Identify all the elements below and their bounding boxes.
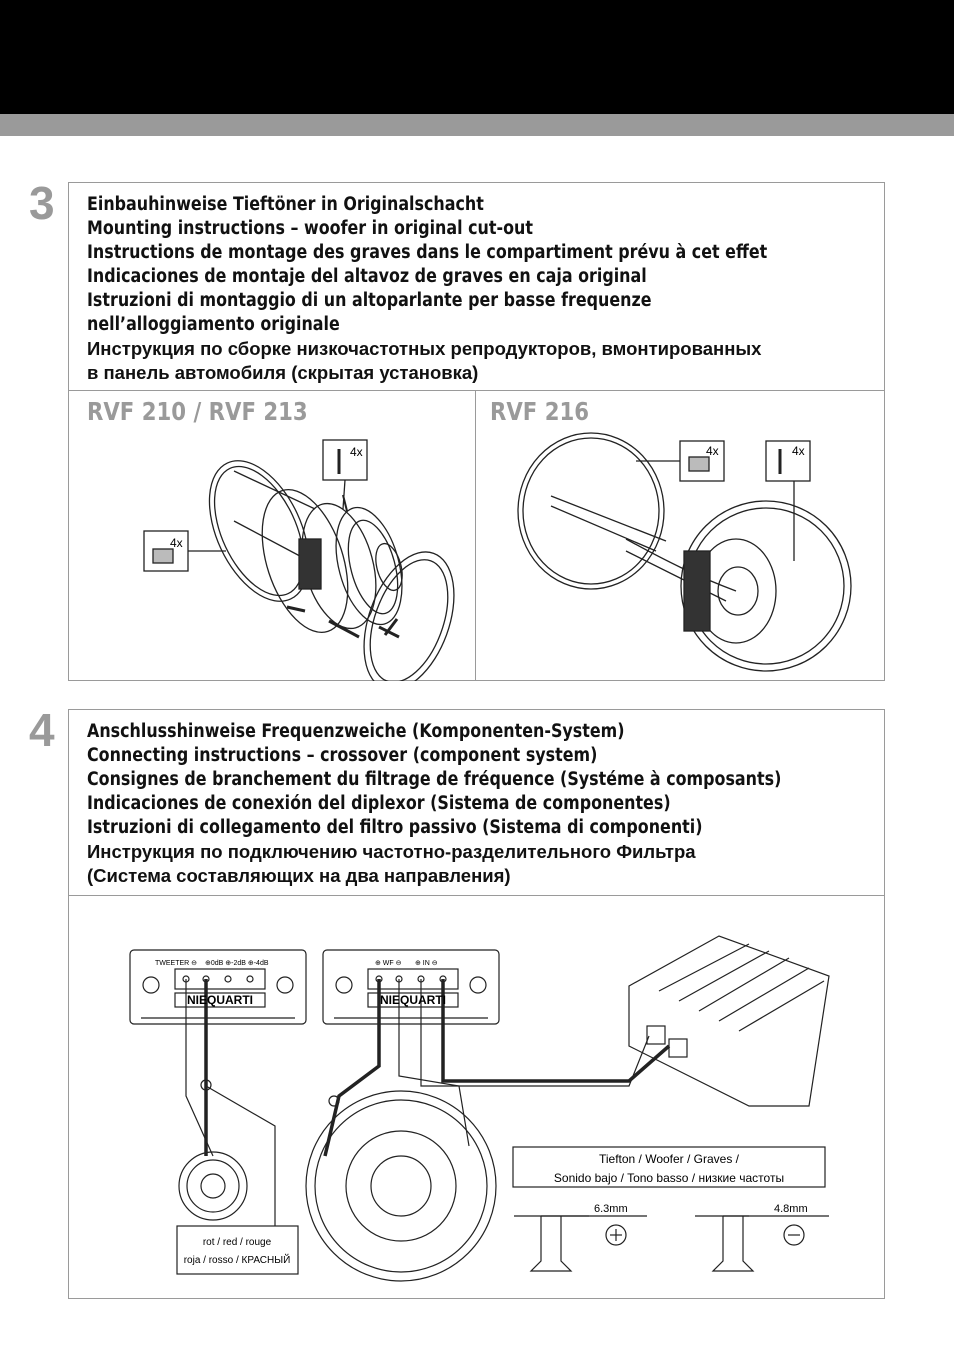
qty-label: 4x <box>706 444 719 458</box>
minus-size-label: 4.8mm <box>774 1203 808 1215</box>
in-terminal-label: ⊕ IN ⊖ <box>415 960 438 967</box>
wf-terminal-label: ⊕ WF ⊖ <box>375 960 402 967</box>
qty-label: 4x <box>170 536 183 550</box>
heading-ru-2: в панель автомобиля (скрытая установка) <box>87 362 479 383</box>
heading-es: Indicaciones de montaje del altavoz de graves en caja original <box>87 266 647 287</box>
section-number-4: 4 <box>29 704 53 756</box>
red-label-box <box>177 1226 298 1274</box>
connector-minus <box>713 1216 753 1271</box>
connector-plus <box>531 1216 571 1271</box>
rvf210-mounting-diagram <box>69 391 475 681</box>
heading-ru-1: Инструкция по подключению частотно-разделительного Фильтра <box>87 841 696 862</box>
rvf216-mounting-diagram <box>476 391 884 681</box>
front-grille <box>347 540 471 681</box>
crossover-woofer-unit <box>323 950 499 1024</box>
grille-ring <box>189 445 329 616</box>
model-label-left: RVF 210 / RVF 213 <box>87 397 308 426</box>
crossover-wiring-diagram <box>69 896 884 1298</box>
heading-en: Connecting instructions – crossover (component system) <box>87 745 598 766</box>
header-black-band <box>0 0 954 114</box>
heading-ru-2: (Система составляющих на два направления) <box>87 865 511 886</box>
heading-de: Anschlusshinweise Frequenzweiche (Komponenten-System) <box>87 721 625 742</box>
heading-fr: Consignes de branchement du filtrage de fréquence (Systéme à composants) <box>87 769 782 790</box>
brand-logo: NIEQUARTI <box>187 993 253 1007</box>
section-3-heading <box>87 193 877 385</box>
heading-it: Istruzioni di collegamento del filtro passivo (Sistema di componenti) <box>87 817 703 838</box>
header-grey-band <box>0 114 954 136</box>
heading-es: Indicaciones de conexión del diplexor (Sistema de componentes) <box>87 793 671 814</box>
tweeter <box>179 1152 247 1220</box>
qty-label: 4x <box>792 444 805 458</box>
heading-de: Einbauhinweise Tieftöner in Originalschacht <box>87 194 484 215</box>
qty-label: 4x <box>350 445 363 459</box>
model-label-right: RVF 216 <box>490 397 590 426</box>
section-3-box <box>68 182 885 681</box>
tweeter-terminal-label: TWEETER ⊖ <box>155 960 198 967</box>
amplifier <box>629 936 829 1106</box>
heading-it-1: Istruzioni di montaggio di un altoparlante per basse frequenze <box>87 290 652 311</box>
red-label-1: rot / red / rouge <box>202 1237 272 1248</box>
plus-size-label: 6.3mm <box>594 1203 628 1215</box>
heading-it-2: nell’alloggiamento originale <box>87 314 340 335</box>
red-label-2: roja / rosso / КРАСНЫЙ <box>183 1255 291 1266</box>
section-4-heading <box>87 720 877 888</box>
heading-fr: Instructions de montage des graves dans le compartiment prévu à cet effet <box>87 242 768 263</box>
section-number-3: 3 <box>29 177 53 229</box>
woofer-label-1: Tiefton / Woofer / Graves / <box>598 1152 740 1166</box>
brand-logo: NIEQUARTI <box>380 993 446 1007</box>
section-4-box <box>68 709 885 1299</box>
heading-ru-1: Инструкция по сборке низкочастотных репродукторов, вмонтированных <box>87 338 762 359</box>
woofer-label-2: Sonido bajo / Tono basso / низкие частоты <box>553 1171 785 1185</box>
level-terminal-label: ⊕0dB ⊕-2dB ⊕-4dB <box>205 960 269 967</box>
heading-en: Mounting instructions – woofer in original cut-out <box>87 218 533 239</box>
